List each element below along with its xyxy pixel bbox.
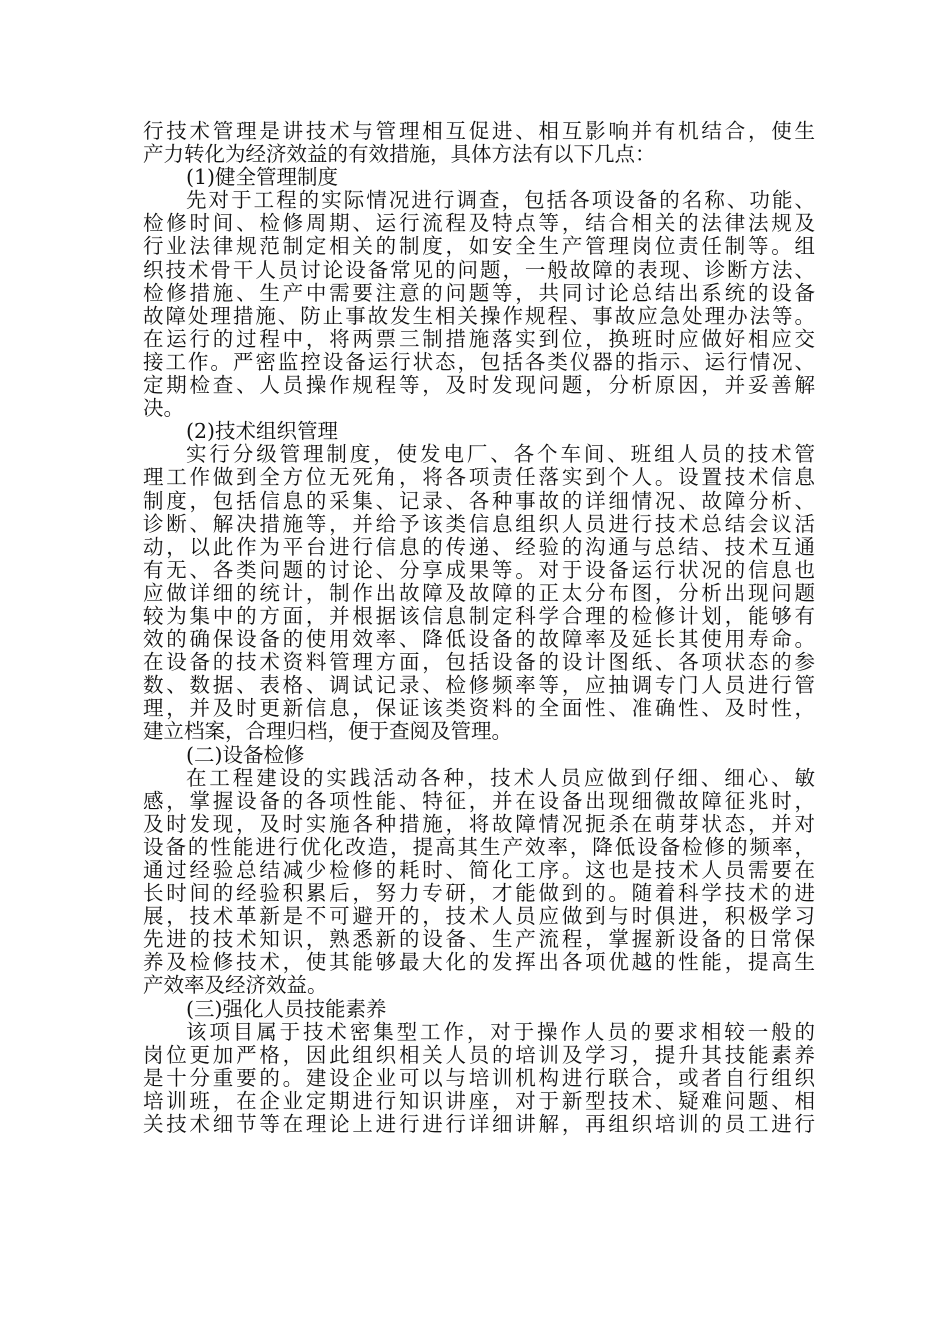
text-line: 培训班，在企业定期进行知识讲座，对于新型技术、疑难问题、相 <box>143 1088 815 1113</box>
text-line: 设备的性能进行优化改造，提高其生产效率，降低设备检修的频率， <box>143 834 815 859</box>
text-line: 诊断、解决措施等，并给予该类信息组织人员进行技术总结会议活 <box>143 511 815 536</box>
text-line: 接工作。严密监控设备运行状态，包括各类仪器的指示、运行情况、 <box>143 349 815 374</box>
text-line: 定期检查、人员操作规程等，及时发现问题，分析原因，并妥善解 <box>143 373 815 398</box>
text-line: 应做详细的统计，制作出故障及故障的正太分布图，分析出现问题 <box>143 580 815 605</box>
text-line: 岗位更加严格，因此组织相关人员的培训及学习，提升其技能素养 <box>143 1042 815 1067</box>
text-line: 实行分级管理制度，使发电厂、各个车间、班组人员的技术管 <box>186 442 815 467</box>
text-line: 长时间的经验积累后，努力专研，才能做到的。随着科学技术的进 <box>143 881 815 906</box>
text-line: 通过经验总结减少检修的耗时、简化工序。这也是技术人员需要在 <box>143 858 815 882</box>
text-line: (2)技术组织管理 <box>186 419 339 444</box>
text-line: (二)设备检修 <box>186 742 305 767</box>
text-line: 有无、各类问题的讨论、分享成果等。对于设备运行状况的信息也 <box>143 557 815 582</box>
text-line: 该项目属于技术密集型工作，对于操作人员的要求相较一般的 <box>186 1019 815 1044</box>
text-line: 故障处理措施、防止事故发生相关操作规程、事故应急处理办法等。 <box>143 303 815 328</box>
text-line: 先对于工程的实际情况进行调查，包括各项设备的名称、功能、 <box>186 188 815 213</box>
document-page <box>143 120 815 1136</box>
text-line: 是十分重要的。建设企业可以与培训机构进行联合，或者自行组织 <box>143 1065 815 1090</box>
text-line: 行技术管理是讲技术与管理相互促进、相互影响并有机结合，使生 <box>143 119 815 143</box>
text-line: 感，掌握设备的各项性能、特征，并在设备出现细微故障征兆时， <box>143 788 815 813</box>
text-line: 关技术细节等在理论上进行进行详细讲解，再组织培训的员工进行 <box>143 1112 815 1137</box>
text-line: 决。 <box>143 396 184 421</box>
text-line: 及时发现，及时实施各种措施，将故障情况扼杀在萌芽状态，并对 <box>143 811 815 836</box>
text-line: 产效率及经济效益。 <box>143 973 328 998</box>
text-line: 在运行的过程中，将两票三制措施落实到位，换班时应做好相应交 <box>143 326 815 351</box>
text-line: 检修措施、生产中需要注意的问题等，共同讨论总结出系统的设备 <box>143 280 815 305</box>
text-line: 较为集中的方面，并根据该信息制定科学合理的检修计划，能够有 <box>143 603 815 628</box>
text-line: 效的确保设备的使用效率、降低设备的故障率及延长其使用寿命。 <box>143 627 815 652</box>
text-line: (1)健全管理制度 <box>186 165 339 190</box>
text-line: 理工作做到全方位无死角，将各项责任落实到个人。设置技术信息 <box>143 465 815 490</box>
text-line: 先进的技术知识，熟悉新的设备、生产流程，掌握新设备的日常保 <box>143 927 815 952</box>
text-line: 建立档案，合理归档，便于查阅及管理。 <box>143 719 512 744</box>
text-line: 展，技术革新是不可避开的，技术人员应做到与时俱进，积极学习 <box>143 904 815 929</box>
text-line: 行业法律规范制定相关的制度，如安全生产管理岗位责任制等。组 <box>143 234 815 259</box>
text-line: 动，以此作为平台进行信息的传递、经验的沟通与总结、技术互通 <box>143 534 815 559</box>
text-line: 制度，包括信息的采集、记录、各种事故的详细情况、故障分析、 <box>143 488 815 513</box>
text-line: 织技术骨干人员讨论设备常见的问题，一般故障的表现、诊断方法、 <box>143 257 815 282</box>
text-line: (三)强化人员技能素养 <box>186 996 387 1021</box>
text-line: 产力转化为经济效益的有效措施，具体方法有以下几点： <box>143 142 656 167</box>
text-line: 养及检修技术，使其能够最大化的发挥出各项优越的性能，提高生 <box>143 950 815 975</box>
text-line: 理，并及时更新信息，保证该类资料的全面性、准确性、及时性， <box>143 696 815 721</box>
text-line: 在设备的技术资料管理方面，包括设备的设计图纸、各项状态的参 <box>143 650 815 675</box>
text-line: 检修时间、检修周期、运行流程及特点等，结合相关的法律法规及 <box>143 211 815 236</box>
text-line: 在工程建设的实践活动各种，技术人员应做到仔细、细心、敏 <box>186 765 815 790</box>
text-line: 数、数据、表格、调试记录、检修频率等，应抽调专门人员进行管 <box>143 673 815 698</box>
